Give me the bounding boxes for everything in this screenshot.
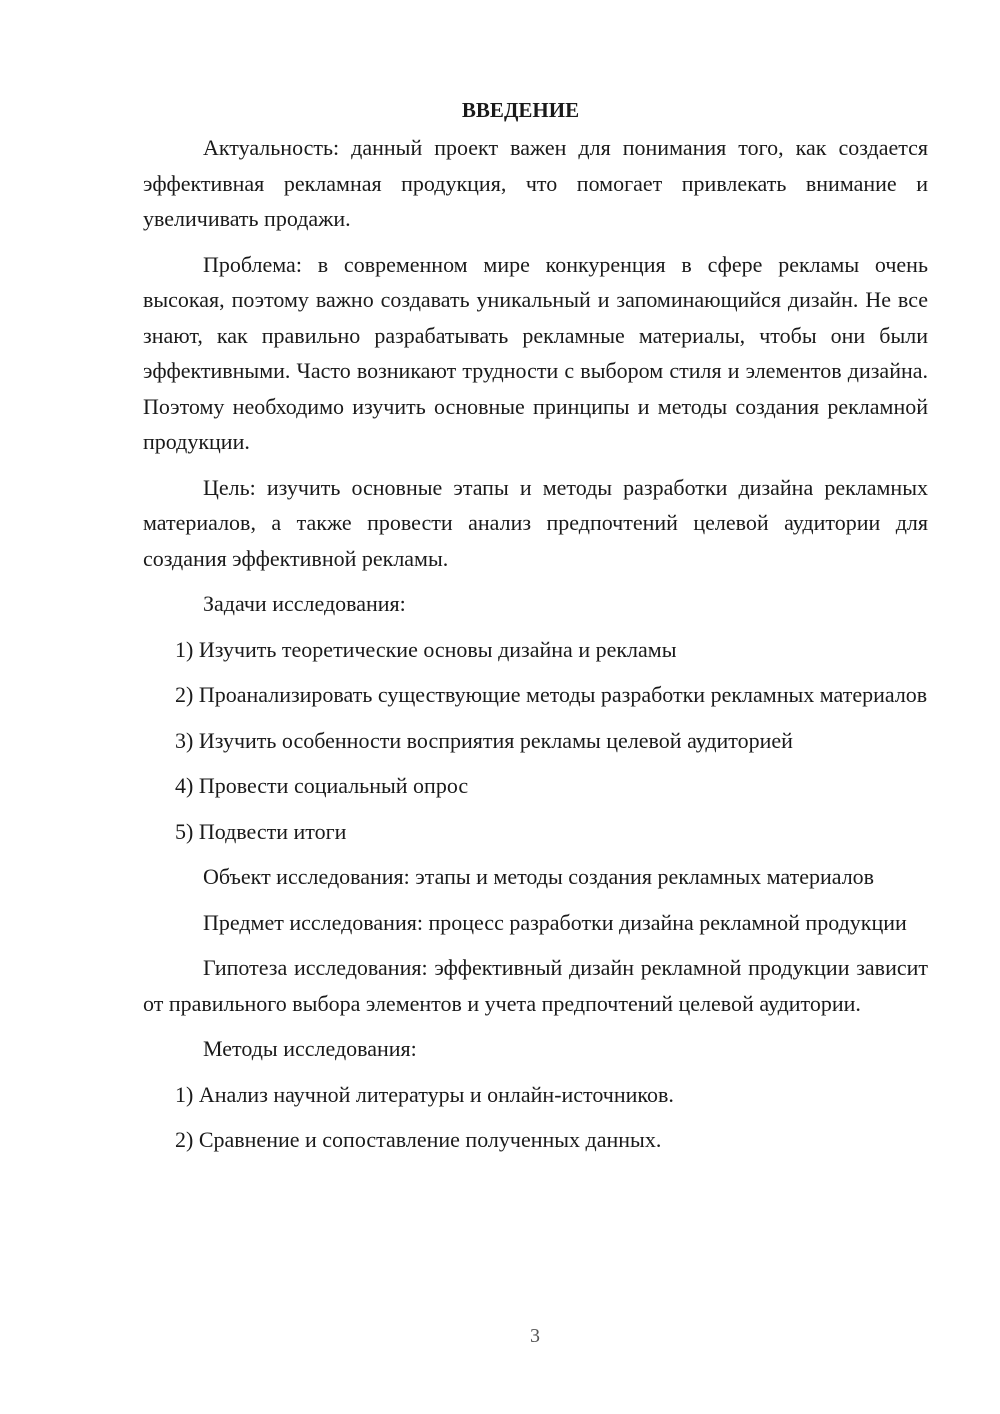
page-number: 3 xyxy=(530,1325,540,1347)
methods-heading: Методы исследования: xyxy=(203,1036,417,1061)
task-item: 4) Провести социальный опрос xyxy=(175,773,469,798)
method-item: 1) Анализ научной литературы и онлайн-источников. xyxy=(175,1081,674,1107)
page-title: ВВЕДЕНИЕ xyxy=(461,98,580,122)
object-paragraph: Объект исследования: этапы и методы создания рекламных материалов xyxy=(203,864,875,889)
document-page xyxy=(143,90,928,1168)
method-item: 2) Сравнение и сопоставление полученных данных. xyxy=(175,1127,662,1152)
task-item: 1) Изучить теоретические основы дизайна и рекламы xyxy=(175,636,677,662)
tasks-heading: Задачи исследования: xyxy=(203,591,406,616)
goal-paragraph: Цель: изучить основные этапы и методы разработки дизайна рекламных материалов, а также провести анализ предпочтений целевой аудитории для создания эффективной рекламы. xyxy=(143,474,928,571)
task-item: 5) Подвести итоги xyxy=(175,818,347,844)
subject-paragraph: Предмет исследования: процесс разработки дизайна рекламной продукции xyxy=(203,909,907,935)
task-item: 3) Изучить особенности восприятия рекламы целевой аудиторией xyxy=(175,727,793,753)
relevance-paragraph: Актуальность: данный проект важен для понимания того, как создается эффективная рекламная продукция, что помогает привлекать внимание и увеличивать продажи. xyxy=(143,135,928,231)
problem-paragraph: Проблема: в современном мире конкуренция в сфере рекламы очень высокая, поэтому важно создавать уникальный и запоминающийся дизайн. Не все знают, как правильно разрабатывать рекламные материалы, чтобы они были эффективными. Часто возникают трудности с выбором стиля и элементов дизайна. Поэтому необходимо изучить основные принципы и методы создания рекламной продукции. xyxy=(143,251,928,454)
task-item: 2) Проанализировать существующие методы разработки рекламных материалов xyxy=(175,682,928,707)
hypothesis-paragraph: Гипотеза исследования: эффективный дизайн рекламной продукции зависит от правильного выбора элементов и учета предпочтений целевой аудитории. xyxy=(143,955,928,1016)
